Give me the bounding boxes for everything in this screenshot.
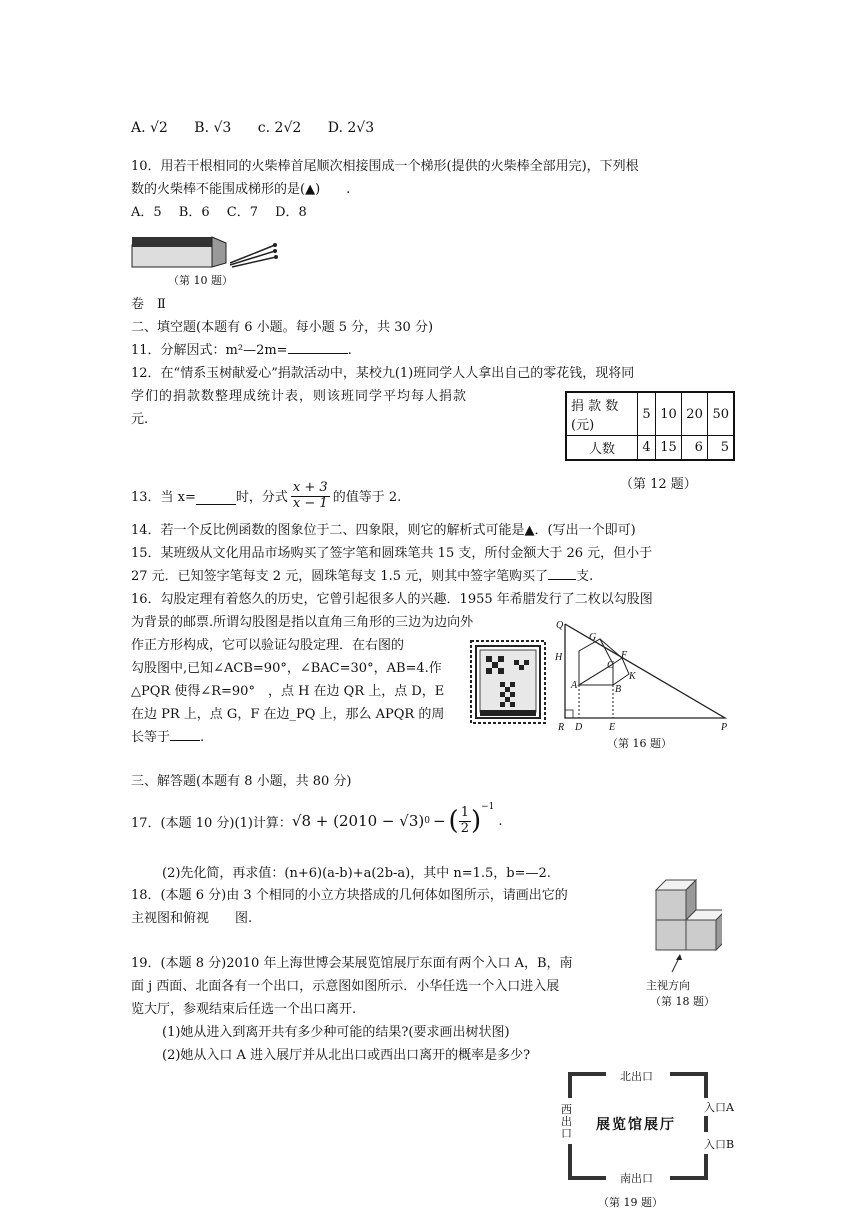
q19-sub1: (1)她从进入到离开共有多少种可能的结果?(要求画出树状图) [162, 1025, 510, 1040]
table-cell [566, 392, 638, 436]
q18-line2: 主视图和俯视 图. [131, 911, 253, 926]
q17-part1 [131, 798, 503, 844]
entry-a: 入口A [704, 1101, 734, 1114]
north-exit: 北出口 [620, 1070, 653, 1083]
q19-line3: 览大厅，参观结束后任选一个出口离开. [131, 1002, 357, 1017]
q16-line7 [131, 726, 204, 745]
q12-line2: 学们的捐款数整理成统计表，则该班同学平均每人捐款 [131, 389, 468, 404]
paren-left: ( [448, 806, 459, 836]
label-p: P [721, 722, 728, 733]
section-label: 卷 Ⅱ [131, 297, 166, 312]
q19-line2: 面 j 西面、北面各有一个出口，示意图如图所示．小华任选一个入口进入展 [131, 979, 560, 994]
pythagoras-diagram [555, 618, 735, 733]
paren-right: ) [470, 806, 482, 836]
q13-mid: 时，分式 [235, 490, 288, 505]
q11-text: 11．分解因式：m²—2m= [131, 343, 288, 358]
q17-exp-neg1: −1 [481, 802, 495, 812]
label-d: D [575, 722, 583, 733]
q17-part2: (2)先化简，再求值：(n+6)(a-b)+a(2b-a)，其中 n=1.5，b=—2. [162, 866, 551, 881]
option-c-value: 2√2 [274, 120, 302, 136]
q13-fraction [291, 481, 330, 511]
q17-pre: 17．(本题 10 分)(1)计算： [131, 815, 292, 831]
q13-post: 的值等于 2. [332, 490, 402, 505]
q15-line2-text: 27 元．已知签字笔每支 2 元，圆珠笔每支 1.5 元，则其中签字笔购买了 [131, 569, 549, 584]
q19-sub2: (2)她从入口 A 进入展厅并从北出口或西出口离开的概率是多少? [162, 1048, 531, 1063]
table-cell: 15 [655, 436, 681, 461]
q12-line1: 12．在“情系玉树献爱心”捐款活动中，某校九(1)班同学人人拿出自己的零花钱，现将同 [131, 366, 635, 381]
west-exit: 西出口 [561, 1103, 572, 1140]
q16-end: . [200, 730, 205, 745]
table-cell: 人数 [566, 436, 638, 461]
q10-line1: 10．用若干根相同的火柴棒首尾顺次相接围成一个梯形(提供的火柴棒全部用完)，下列根 [131, 159, 639, 174]
row1-label2: (元) [571, 418, 595, 433]
table-row [566, 392, 734, 436]
option-a-value: √2 [150, 120, 168, 136]
q19-line1: 19．(本题 8 分)2010 年上海世博会某展览馆展厅东面有两个入口 A，B，南 [131, 956, 573, 971]
section2-title: 二、填空题(本题有 6 小题。每小题 5 分，共 30 分) [131, 320, 434, 335]
q17-expr-a: √8 + (2010 − √3) [291, 812, 425, 830]
q15-end: 支. [576, 569, 594, 584]
option-d-value: 2√3 [347, 120, 375, 136]
table-cell: 4 [638, 436, 656, 461]
q9-options [131, 120, 374, 136]
option-d-label: D. [327, 120, 343, 136]
label-h: H [555, 652, 563, 663]
table-cell: 50 [707, 392, 734, 436]
q10-caption: （第 10 题） [168, 274, 233, 287]
label-c: C [607, 660, 614, 671]
q16-line7-text: 长等于 [131, 730, 171, 745]
q13 [131, 459, 402, 511]
q15-line1: 15．某班级从文化用品市场购买了签字笔和圆珠笔共 15 支，所付金额大于 26 元，但小于 [131, 546, 653, 561]
pythagoras-stamp [470, 640, 546, 724]
entry-b: 入口B [704, 1138, 735, 1151]
q16-line2: 为背景的邮票.所谓勾股图是指以直角三角形的三边为边向外 [131, 615, 474, 630]
q11-answer-blank[interactable] [288, 341, 348, 354]
q15-line2 [131, 565, 593, 584]
label-k: K [629, 671, 636, 682]
q13-pre: 13．当 x= [131, 490, 196, 505]
label-a: A [571, 680, 578, 691]
q14: 14．若一个反比例函数的图象位于二、四象限，则它的解析式可能是▲．(写出一个即可) [131, 523, 636, 538]
q10-line2: 数的火柴棒不能围成梯形的是(▲) . [131, 182, 351, 197]
half-denominator: 2 [460, 820, 469, 836]
matchbox-figure [130, 233, 280, 271]
q18-line1: 18．(本题 6 分)由 3 个相同的小立方块搭成的几何体如图所示，请画出它的 [131, 888, 568, 903]
table-cell: 5 [707, 436, 734, 461]
cubes-figure [642, 876, 722, 976]
option-b-label: B. [194, 120, 210, 136]
q16-line1: 16．勾股定理有着悠久的历史，它曾引起很多人的兴趣．1955 年希腊发行了二枚以勾股图 [131, 592, 653, 607]
south-exit: 南出口 [620, 1172, 653, 1185]
q16-line3: 作正方形构成，它可以验证勾股定理．在右图的 [131, 638, 405, 653]
q12-line3: 元. [131, 412, 149, 427]
q16-answer-blank[interactable] [170, 728, 200, 741]
table-cell: 6 [681, 436, 707, 461]
q11-end: . [347, 343, 352, 358]
label-f: F [621, 650, 628, 661]
label-b: B [615, 684, 622, 695]
q15-answer-blank[interactable] [548, 567, 576, 580]
q16-line4: 勾股图中,已知∠ACB=90°，∠BAC=30°，AB=4.作 [131, 661, 442, 676]
q17-half [459, 806, 471, 836]
q18-caption: （第 18 题） [650, 995, 715, 1008]
table-cell: 5 [638, 392, 656, 436]
table-cell: 20 [681, 392, 707, 436]
exhibition-map [561, 1070, 735, 1185]
option-c-label: c. [257, 120, 271, 136]
q16-caption: （第 16 题） [607, 737, 672, 750]
q19-caption: （第 19 题） [598, 1196, 663, 1209]
label-e: E [609, 722, 616, 733]
q13-answer-blank[interactable] [196, 492, 236, 505]
q17-exp0: 0 [424, 816, 430, 826]
q17-expr-b: − [432, 812, 446, 830]
option-a-label: A. [131, 120, 146, 136]
q11 [131, 339, 352, 358]
fraction-numerator: x + 3 [292, 480, 328, 496]
section3-title: 三、解答题(本题有 8 小题，共 80 分) [131, 774, 352, 789]
q16-line5: △PQR 使得∠R=90° ，点 H 在边 QR 上，点 D，E [131, 684, 445, 699]
q17-end: . [498, 813, 503, 829]
table-row [566, 436, 734, 461]
q18-arrow-label: 主视方向 [646, 979, 690, 992]
hall-label: 展览馆展厅 [596, 1117, 676, 1133]
table-cell: 10 [655, 392, 681, 436]
label-g: G [589, 632, 597, 643]
row1-label: 捐 款 数 [571, 399, 619, 414]
q10-options: A．5 B．6 C．7 D．8 [131, 205, 307, 220]
donation-table [565, 391, 735, 461]
fraction-denominator: x − 1 [292, 495, 328, 511]
label-r: R [558, 722, 565, 733]
q12-caption: （第 12 题） [620, 477, 697, 492]
q16-line6: 在边 PR 上，点 G，F 在边_PQ 上，那么 APQR 的周 [131, 707, 445, 722]
option-b-value: √3 [213, 120, 232, 136]
half-numerator: 1 [460, 805, 469, 821]
label-q: Q [556, 620, 564, 631]
